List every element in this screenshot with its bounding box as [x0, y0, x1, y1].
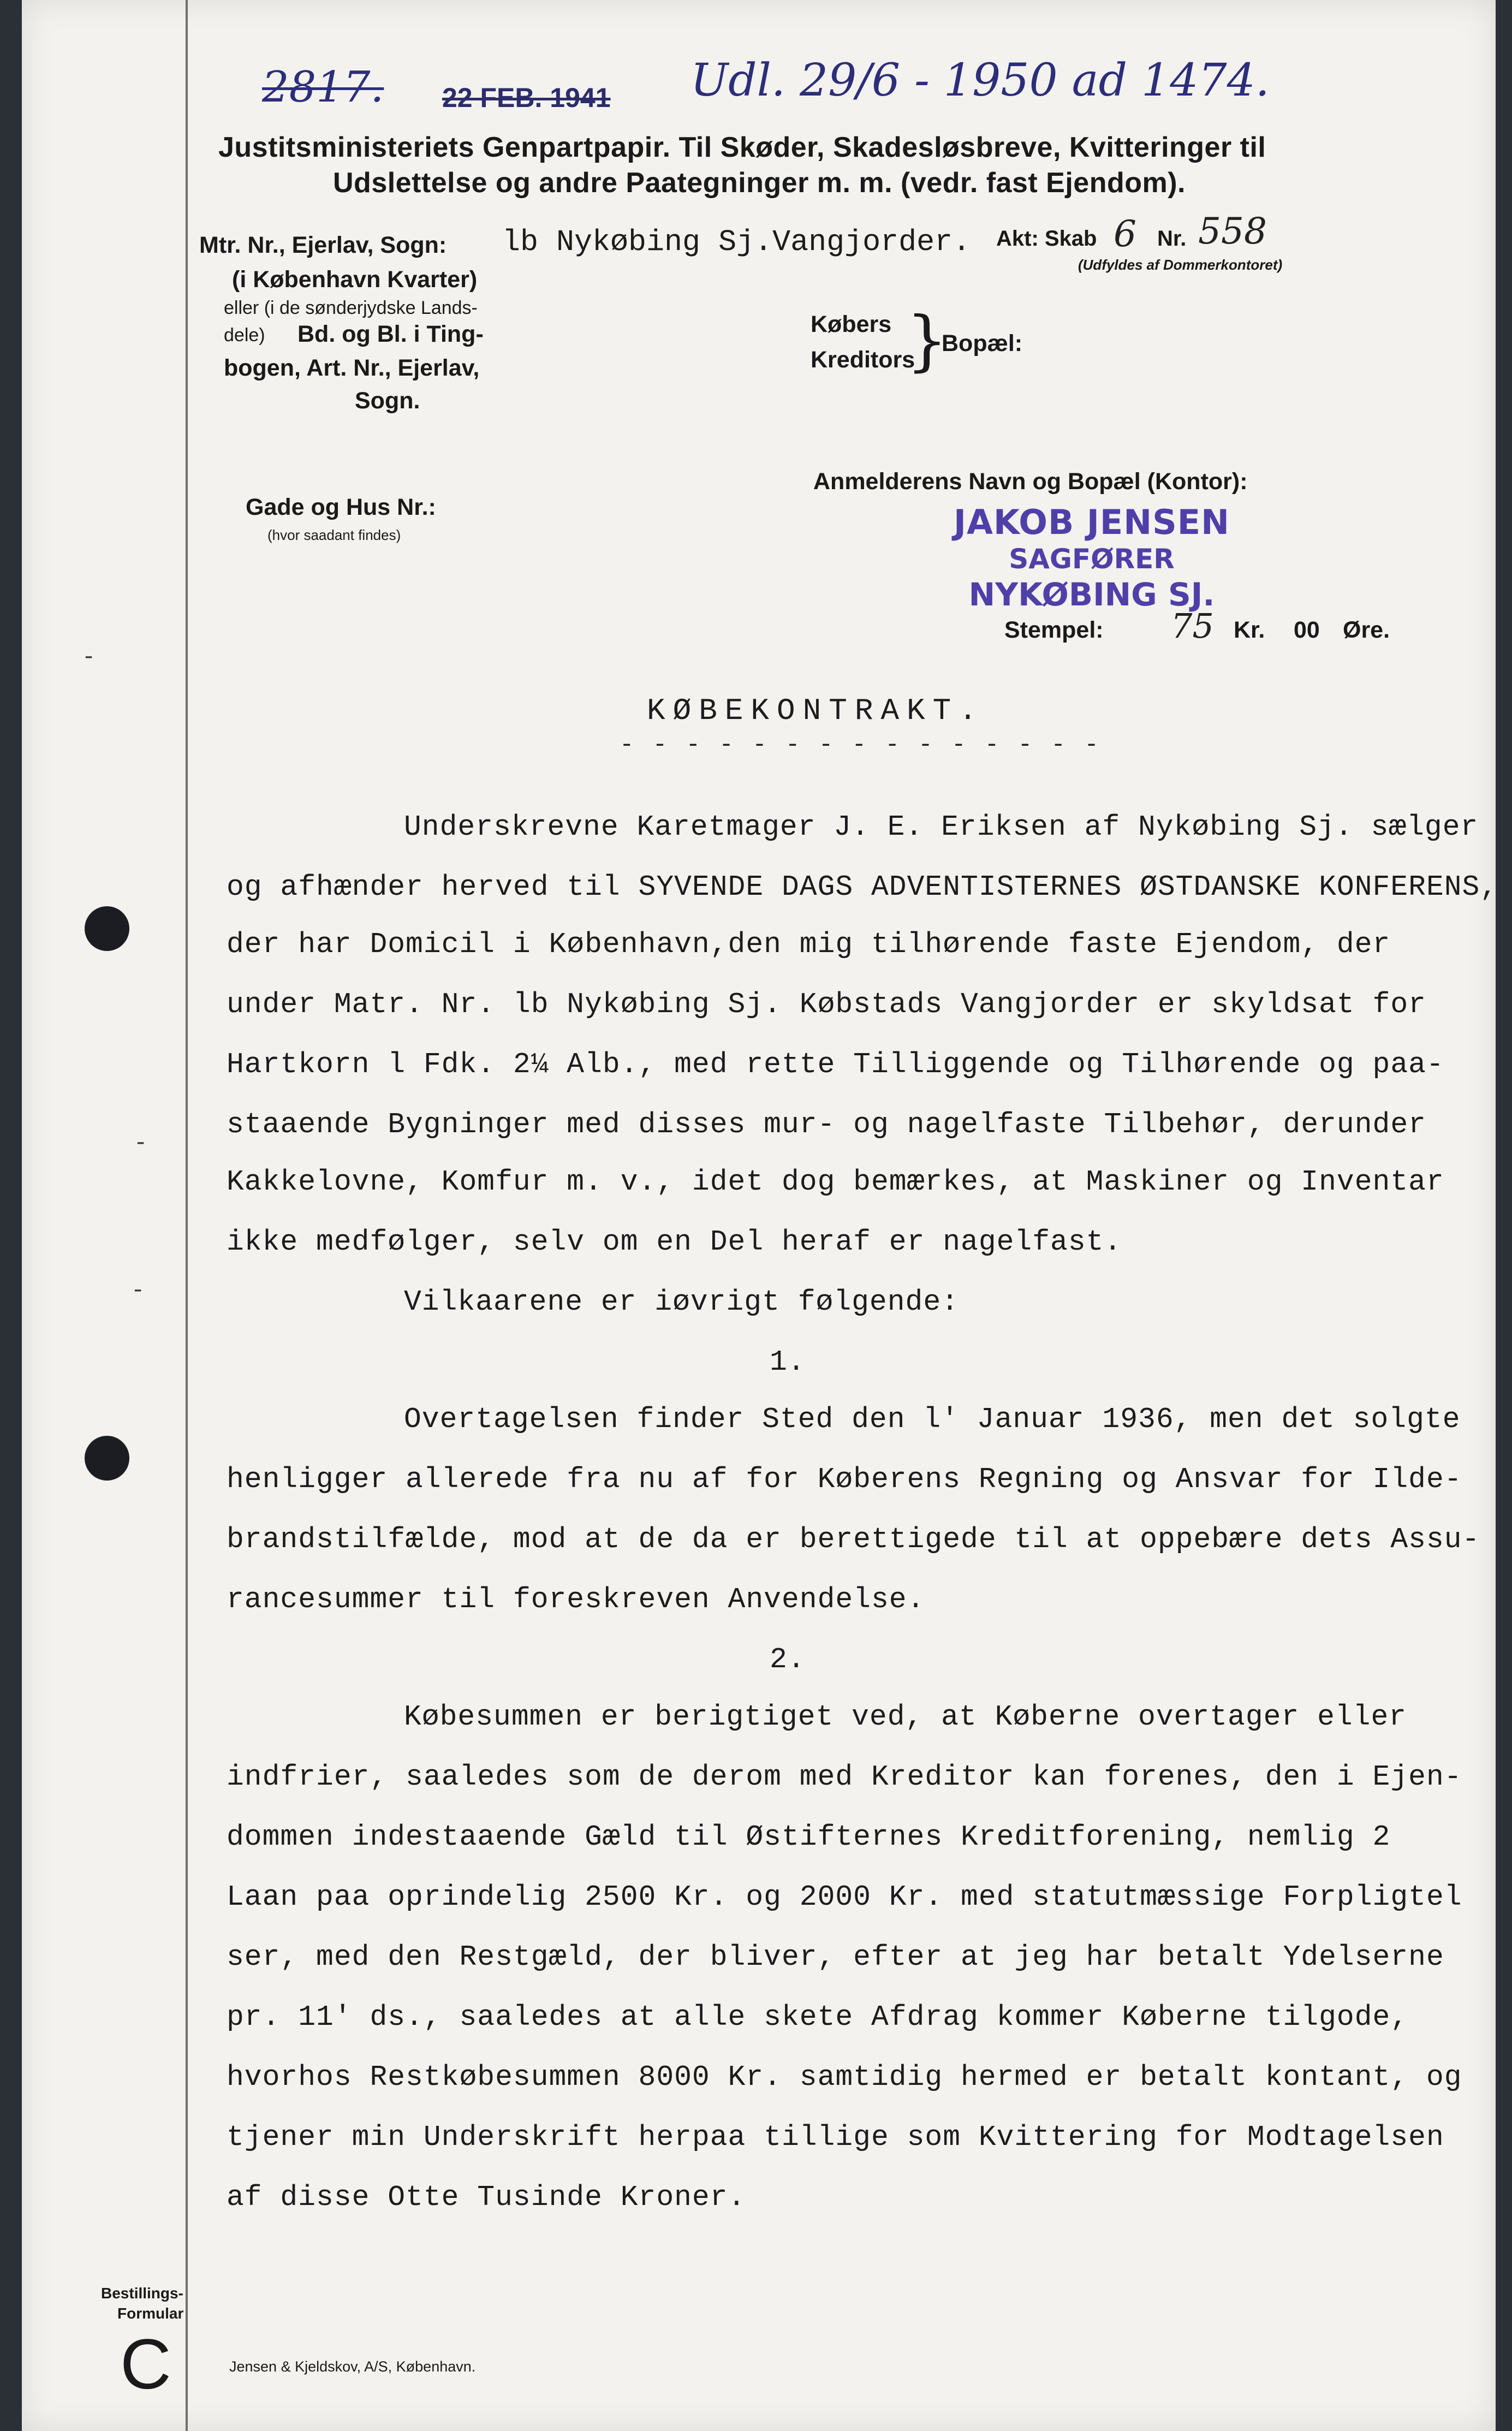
tingbog-label-2: bogen, Art. Nr., Ejerlav, [224, 355, 480, 381]
body-line-19: Laan paa oprindelig 2500 Kr. og 2000 Kr. med statutmæssige Forpligtel [227, 1881, 1462, 1913]
tingbog-label-3: Sogn. [355, 388, 420, 414]
body-line-13: brandstilfælde, mod at de da er berettigede til at oppebære dets Assu- [227, 1523, 1480, 1556]
margin-mark: - [131, 1277, 145, 1304]
body-line-14: rancesummer til foreskreven Anvendelse. [227, 1583, 925, 1616]
sonderjydske-label: eller (i de sønderjydske Lands- [224, 298, 478, 318]
anmelder-stamp [939, 502, 1245, 613]
body-line-7: Kakkelovne, Komfur m. v., idet dog bemærkes, at Maskiner og Inventar [227, 1166, 1444, 1198]
akt-skab-label: Akt: Skab [996, 227, 1097, 251]
anmelder-label: Anmelderens Navn og Bopæl (Kontor): [813, 468, 1248, 495]
body-line-11: Overtagelsen finder Sted den l' Januar 1936, men det solgte [404, 1403, 1461, 1436]
akt-note: (Udfyldes af Dommerkontoret) [1078, 257, 1283, 273]
body-line-2: og afhænder herved til SYVENDE DAGS ADVENTISTERNES ØSTDANSKE KONFERENS, [227, 871, 1498, 904]
handwritten-register-number: 2817. [262, 63, 384, 112]
body-line-17: indfrier, saaledes som de derom med Kreditor kan forenes, den i Ejen- [227, 1761, 1462, 1793]
formular-letter: C [120, 2324, 171, 2404]
bestillings-label: Bestillings- [101, 2285, 183, 2302]
kreditors-label: Kreditors [811, 347, 915, 373]
body-line-5: Hartkorn l Fdk. 2¼ Alb., med rette Tilliggende og Tilhørende og paa- [227, 1048, 1444, 1081]
mtr-value: lb Nykøbing Sj.Vangjorder. [502, 225, 971, 259]
body-line-3: der har Domicil i København,den mig tilhørende faste Ejendom, der [227, 928, 1391, 961]
punch-hole [85, 906, 129, 951]
margin-mark: - [82, 644, 96, 670]
body-line-1: Underskrevne Karetmager J. E. Eriksen af Nykøbing Sj. sælger [404, 811, 1479, 843]
body-line-24: af disse Otte Tusinde Kroner. [227, 2181, 746, 2214]
body-line-16: Købesummen er berigtiget ved, at Køberne overtager eller [404, 1701, 1407, 1733]
stempel-ore-label: Øre. [1343, 617, 1390, 643]
body-line-21: pr. 11' ds., saaledes at alle skete Afdrag kommer Køberne tilgode, [227, 2001, 1409, 2034]
kobers-label: Købers [811, 311, 892, 337]
document-page [22, 0, 1496, 2431]
body-line-4: under Matr. Nr. lb Nykøbing Sj. Købstads Vangjorder er skyldsat for [227, 988, 1426, 1021]
printer-credit: Jensen & Kjeldskov, A/S, København. [229, 2358, 476, 2375]
akt-nr-value: 558 [1198, 210, 1267, 252]
kobenhavn-label: (i København Kvarter) [232, 266, 478, 293]
body-line-23: tjener min Underskrift herpaa tillige som Kvittering for Modtagelsen [227, 2121, 1444, 2154]
akt-nr-label: Nr. [1157, 227, 1187, 251]
stempel-kr-value: 75 [1171, 606, 1214, 646]
body-line-18: dommen indestaaende Gæld til Østifternes Kreditforening, nemlig 2 [227, 1821, 1391, 1853]
stamp-town: NYKØBING SJ. [968, 576, 1215, 613]
date-stamp: 22 FEB. 1941 [442, 82, 611, 113]
gade-note: (hvor saadant findes) [267, 527, 401, 543]
brace: } [906, 303, 948, 379]
bopael-label: Bopæl: [942, 330, 1023, 356]
body-line-9: Vilkaarene er iøvrigt følgende: [404, 1286, 959, 1318]
akt-skab-value: 6 [1114, 213, 1136, 255]
stempel-kr-label: Kr. [1234, 617, 1265, 643]
margin-rule [186, 0, 188, 2431]
section-number-2: 2. [770, 1643, 806, 1676]
document-title: KØBEKONTRAKT. [647, 693, 985, 728]
tingbog-label: Bd. og Bl. i Ting- [297, 321, 484, 347]
formular-label: Formular [117, 2305, 184, 2322]
body-line-6: staaende Bygninger med disses mur- og nagelfaste Tilbehør, derunder [227, 1108, 1426, 1141]
stempel-label: Stempel: [1004, 617, 1104, 643]
gade-label: Gade og Hus Nr.: [246, 494, 436, 520]
title-underline: - - - - - - - - - - - - - - - [620, 732, 1101, 759]
margin-mark: - [134, 1130, 148, 1156]
stamp-title: SAGFØRER [1009, 543, 1175, 575]
handwritten-annotation: Udl. 29/6 - 1950 ad 1474. [690, 55, 1270, 106]
body-line-20: ser, med den Restgæld, der bliver, efter at jeg har betalt Ydelserne [227, 1941, 1444, 1974]
punch-hole [85, 1436, 129, 1481]
sonderjydske-label-2: dele) [224, 325, 265, 346]
body-line-22: hvorhos Restkøbesummen 8000 Kr. samtidig hermed er betalt kontant, og [227, 2061, 1462, 2094]
stempel-ore-value: 00 [1294, 617, 1320, 643]
form-header-line-2: Udslettelse og andre Paategninger m. m. (vedr. fast Ejendom). [333, 167, 1186, 199]
form-header-line-1: Justitsministeriets Genpartpapir. Til Skøder, Skadesløsbreve, Kvitteringer til [218, 132, 1266, 163]
body-line-12: henligger allerede fra nu af for Køberens Regning og Ansvar for Ilde- [227, 1463, 1462, 1496]
mtr-label: Mtr. Nr., Ejerlav, Sogn: [199, 232, 447, 258]
stamp-name: JAKOB JENSEN [953, 502, 1230, 542]
section-number-1: 1. [770, 1346, 806, 1378]
body-line-8: ikke medfølger, selv om en Del heraf er nagelfast. [227, 1226, 1122, 1258]
